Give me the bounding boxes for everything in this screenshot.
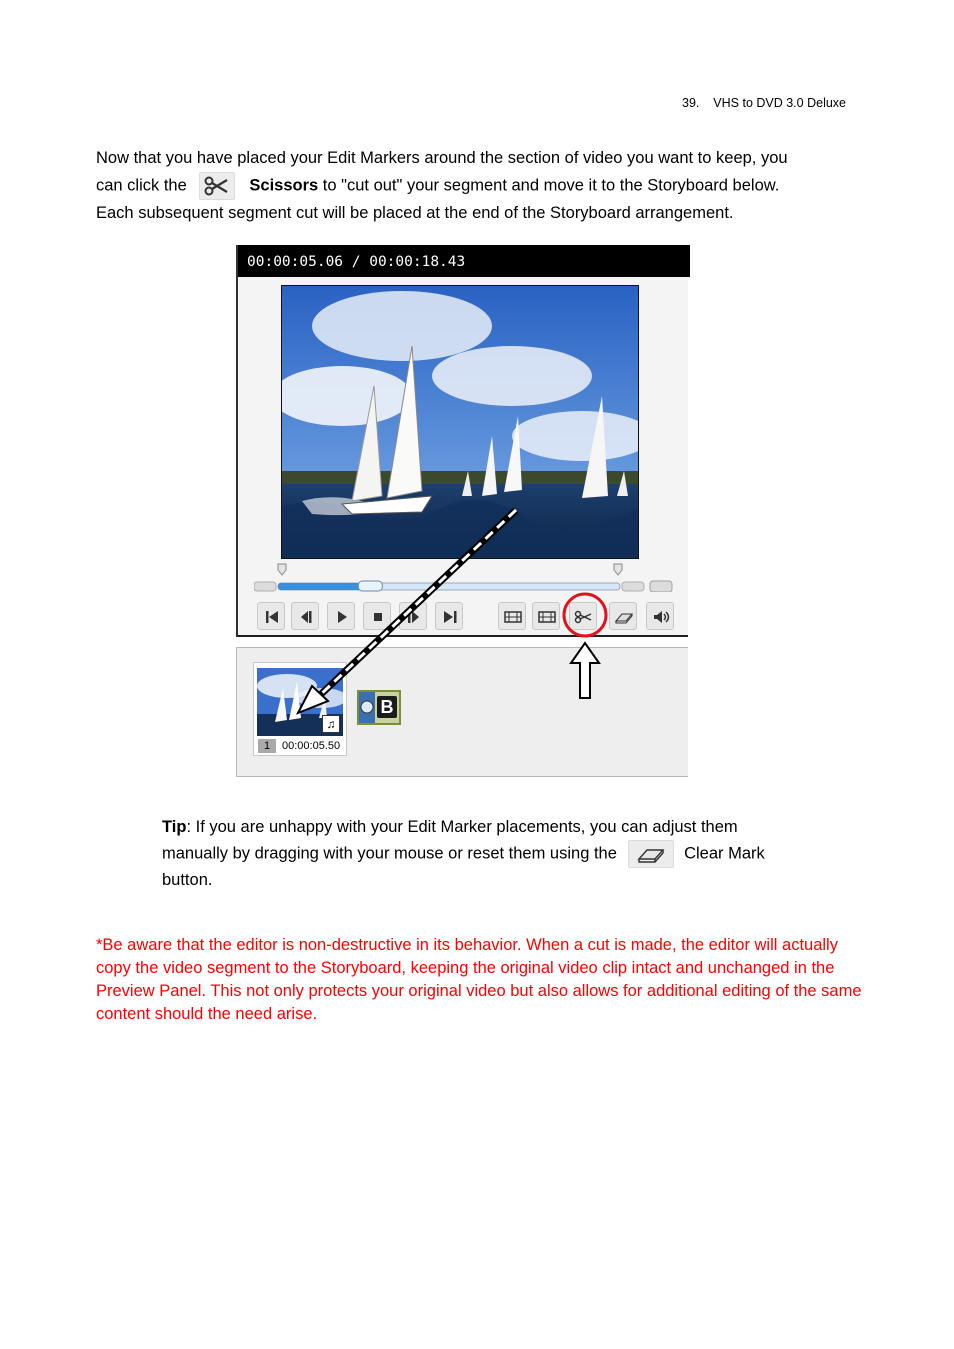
- step-forward-icon: [400, 603, 428, 631]
- clip-duration: 00:00:05.50: [282, 740, 341, 752]
- storyboard-clip[interactable]: [253, 662, 347, 756]
- mark-out-button[interactable]: [532, 602, 560, 630]
- transition-label: B: [380, 697, 394, 717]
- video-preview[interactable]: [281, 285, 639, 559]
- sailing-video-frame: [282, 286, 638, 558]
- transition-slot[interactable]: [357, 690, 401, 725]
- clear-mark-button[interactable]: [609, 602, 637, 630]
- edit-marker-end[interactable]: [612, 563, 624, 577]
- intro-line-3: Each subsequent segment cut will be placed at the end of the Storyboard arrangement.: [96, 204, 734, 222]
- play-icon: [328, 603, 356, 631]
- volume-button[interactable]: [646, 602, 674, 630]
- tip-line-2: manually by dragging with your mouse or reset them using the Clear Mark: [162, 840, 842, 868]
- mark-in-button[interactable]: [498, 602, 526, 630]
- page-header: [682, 96, 846, 110]
- skip-start-icon: [258, 603, 286, 631]
- scissors-icon: [199, 172, 235, 200]
- tip-paragraph: [162, 815, 842, 893]
- scissors-label: Scissors: [249, 176, 319, 195]
- stop-icon: [364, 603, 392, 631]
- music-note-icon: ♫: [322, 715, 340, 733]
- mark-in-icon: [499, 603, 527, 631]
- storyboard-panel: [236, 647, 688, 777]
- playback-controls: [254, 602, 678, 630]
- intro-line-2: can click the Scissors to "cut out" your segment and move it to the Storyboard below.: [96, 172, 876, 200]
- scissors-icon: [570, 603, 598, 631]
- go-to-end-button[interactable]: [435, 602, 463, 630]
- go-to-start-button[interactable]: [257, 602, 285, 630]
- clip-thumbnail: [257, 668, 343, 736]
- skip-end-icon: [436, 603, 464, 631]
- clear-mark-label: Clear Mark: [684, 844, 765, 863]
- clear-mark-icon: [628, 840, 674, 868]
- tip-line-3: button.: [162, 871, 213, 889]
- edit-marker-start[interactable]: [276, 563, 288, 577]
- step-back-icon: [292, 603, 320, 631]
- next-frame-button[interactable]: [399, 602, 427, 630]
- intro-paragraph: [96, 145, 876, 227]
- preview-panel: [236, 277, 688, 637]
- scissors-cut-button[interactable]: [569, 602, 597, 630]
- play-button[interactable]: [327, 602, 355, 630]
- tip-line-1: Tip: If you are unhappy with your Edit Marker placements, you can adjust them: [162, 818, 738, 836]
- mark-out-icon: [533, 603, 561, 631]
- speaker-icon: [647, 603, 675, 631]
- timecode-bar: [236, 245, 690, 277]
- stop-button[interactable]: [363, 602, 391, 630]
- previous-frame-button[interactable]: [291, 602, 319, 630]
- page-number: 39.: [682, 96, 700, 110]
- tip-label: Tip: [162, 818, 187, 836]
- editor-screenshot: [236, 245, 688, 777]
- seek-handle: [358, 581, 382, 591]
- doc-title: VHS to DVD 3.0 Deluxe: [713, 96, 846, 110]
- non-destructive-warning: *Be aware that the editor is non-destructive in its behavior. When a cut is made, the editor will actually copy the video segment to the Storyboard, keeping the original video clip intact and unchanged in the Preview Panel. This not only protects your original video but also allows for additional editing of the same content should the need arise.: [96, 936, 862, 1023]
- eraser-icon: [610, 603, 638, 631]
- timecode-readout: 00:00:05.06 / 00:00:18.43: [247, 254, 466, 270]
- clip-number: 1: [258, 739, 276, 753]
- seek-bar[interactable]: [254, 579, 674, 591]
- intro-line-1: Now that you have placed your Edit Markers around the section of video you want to keep, you: [96, 149, 788, 167]
